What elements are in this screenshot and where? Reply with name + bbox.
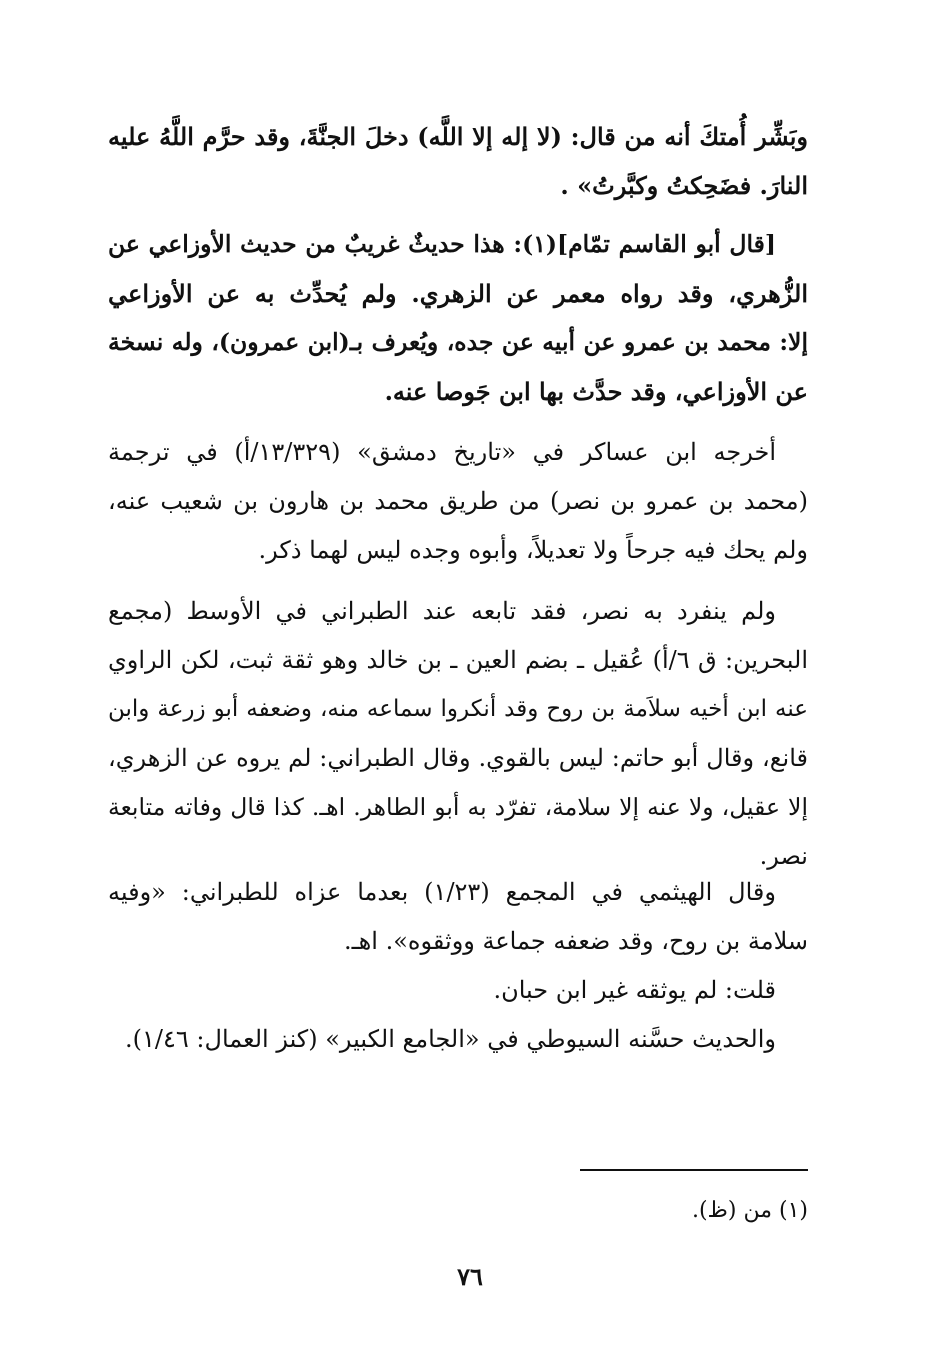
text-line: عن الأوزاعي، وقد حدَّث بها ابن جَوصا عنه. xyxy=(384,377,808,406)
text-line: إلا عقيل، ولا عنه إلا سلامة، تفرّد به أبو الطاهر. اهـ. كذا قال وفاته متابعة xyxy=(108,793,808,821)
text-line: البحرين: ق ٦/أ) عُقيل ـ بضم العين ـ بن خالد وهو ثقة ثبت، لكن الراوي xyxy=(108,646,808,674)
paragraph-tammam-comment xyxy=(108,220,808,416)
text-line: سلامة بن روح، وقد ضعفه جماعة ووثقوه». اهـ. xyxy=(343,927,808,955)
text-line: أخرجه ابن عساكر في «تاريخ دمشق» (١٣/٣٢٩/أ) في ترجمة xyxy=(108,438,776,466)
page-number: ٧٦ xyxy=(457,1262,483,1291)
text-line: والحديث حسَّنه السيوطي في «الجامع الكبير» (كنز العمال: ١/٤٦). xyxy=(125,1025,776,1053)
text-line: عنه ابن أخيه سلاَمة بن روح وقد أنكروا سماعه منه، وضعفه أبو زرعة وابن xyxy=(108,696,808,722)
text-line: ولم ينفرد به نصر، فقد تابعه عند الطبراني في الأوسط (مجمع xyxy=(108,597,776,625)
text-line: وبَشِّر أُمتكَ أنه من قال: (لا إله إلا اللَّه) دخلَ الجنَّةَ، وقد حرَّم اللَّهُ عليه xyxy=(108,122,808,151)
text-line: وقال الهيثمي في المجمع (١/٢٣) بعدما عزاه للطبراني: «وفيه xyxy=(108,878,776,906)
text-line: الزُّهري، وقد رواه معمر عن الزهري. ولم يُحدِّث به عن الأوزاعي xyxy=(108,279,808,308)
paragraph-mutaba xyxy=(108,587,808,881)
text-line: (محمد بن عمرو بن نصر) من طريق محمد بن هارون بن شعيب عنه، xyxy=(108,487,808,515)
text-line: ولم يحك فيه جرحاً ولا تعديلاً، وأبوه وجده ليس لهما ذكر. xyxy=(258,536,808,564)
text-line: نصر. xyxy=(759,842,808,870)
text-line: إلا: محمد بن عمرو عن أبيه عن جده، ويُعرف بـ(ابن عمرون)، وله نسخة xyxy=(108,328,808,356)
text-line: قلت: لم يوثقه غير ابن حبان. xyxy=(493,976,776,1004)
paragraph-haythami xyxy=(108,868,808,1064)
paragraph-hadith-end xyxy=(108,112,808,210)
paragraph-takhrij xyxy=(108,428,808,575)
text-line: النارَ. فضَحِكتُ وكبَّرتُ» . xyxy=(560,171,808,200)
footnote-separator xyxy=(580,1169,808,1171)
text-line: قانع، وقال أبو حاتم: ليس بالقوي. وقال الطبراني: لم يروه عن الزهري، xyxy=(108,744,808,772)
footnote: (١) من (ظ). xyxy=(691,1198,808,1223)
text-line: [قال أبو القاسم تمّام](١): هذا حديثٌ غريبٌ من حديث الأوزاعي عن xyxy=(108,230,776,258)
